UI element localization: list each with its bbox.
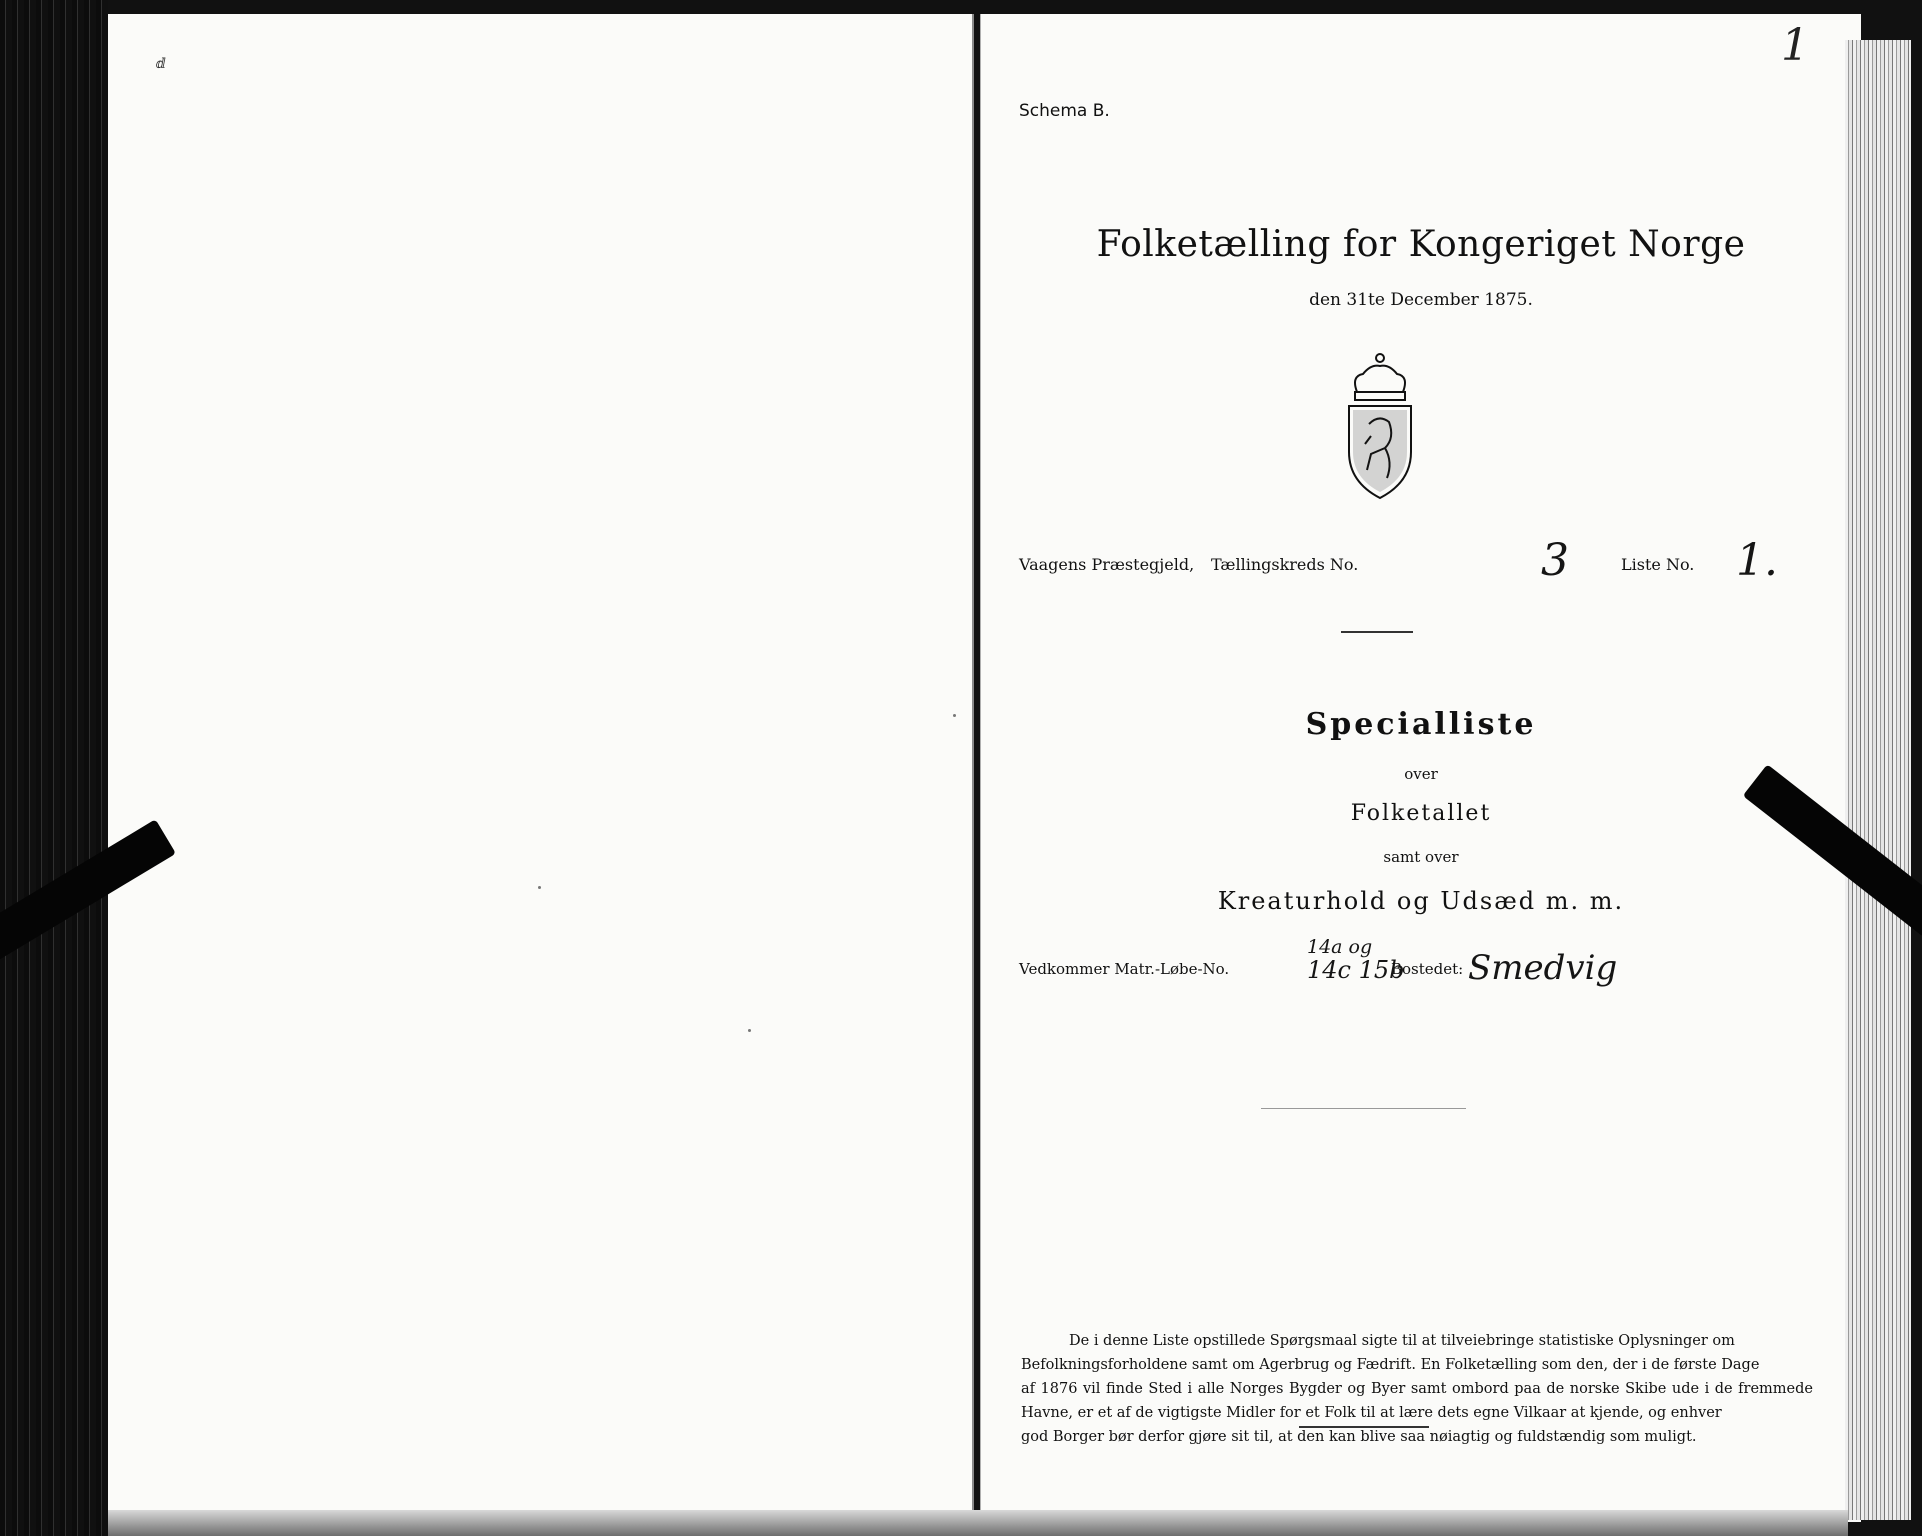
folio-number: 1 — [1781, 20, 1809, 71]
district-label: Tællingskreds No. — [1211, 555, 1359, 574]
heading-specialliste: Specialliste — [1305, 707, 1537, 742]
text-samt-over: samt over — [1383, 848, 1459, 866]
paragraph-line: af 1876 vil finde Sted i alle Norges Bygder og Byer samt ombord paa de norske Skibe ude i de fremmede Havne, er et af de vigtigste Midler for et Folk til at lære dets egne Vilkaar at kjende, og enhver — [1021, 1381, 1813, 1421]
list-number: 1. — [1736, 535, 1778, 586]
norwegian-coat-of-arms-icon — [1341, 352, 1419, 502]
right-page — [980, 14, 1861, 1522]
book-bottom-edge — [108, 1510, 1848, 1536]
paragraph-line: De i denne Liste opstillede Spørgsmaal sigte til at tilveiebringe statistiske Oplysninger om — [1069, 1333, 1735, 1349]
speck — [953, 714, 956, 717]
matr-number: 14c 15b — [1307, 956, 1405, 984]
speck — [748, 1029, 751, 1032]
place-name: Smedvig — [1468, 948, 1618, 988]
paragraph-line: Befolkningsforholdene samt om Agerbrug og Fædrift. En Folketælling som den, der i de første Dage — [1021, 1357, 1760, 1373]
parish-label: Vaagens Præstegjeld, — [1019, 555, 1195, 574]
page-stack-edge — [1845, 40, 1911, 1520]
left-page — [108, 14, 974, 1522]
place-label: Bostedet: — [1391, 960, 1464, 978]
divider-thin — [1261, 1108, 1466, 1109]
binding-edge-left — [0, 0, 108, 1536]
speck — [538, 886, 541, 889]
matr-label: Vedkommer Matr.-Løbe-No. — [1019, 960, 1230, 978]
matr-number-top: 14a og — [1307, 936, 1373, 958]
document-subtitle: den 31te December 1875. — [1309, 290, 1533, 310]
left-corner-mark: ⅆ — [156, 56, 166, 72]
text-over: over — [1404, 765, 1438, 783]
list-label: Liste No. — [1621, 555, 1695, 574]
divider-short — [1341, 631, 1413, 633]
explanatory-paragraph — [1021, 1329, 1813, 1449]
schema-label: Schema B. — [1019, 101, 1110, 121]
paragraph-line: god Borger bør derfor gjøre sit til, at den kan blive saa nøiagtig og fuldstændig som muligt. — [1021, 1429, 1697, 1445]
district-number: 3 — [1541, 535, 1569, 586]
text-folketallet: Folketallet — [1350, 801, 1492, 826]
text-kreaturhold: Kreaturhold og Udsæd m. m. — [1217, 887, 1625, 915]
document-title: Folketælling for Kongeriget Norge — [1096, 224, 1746, 265]
divider-bottom — [1299, 1426, 1429, 1428]
